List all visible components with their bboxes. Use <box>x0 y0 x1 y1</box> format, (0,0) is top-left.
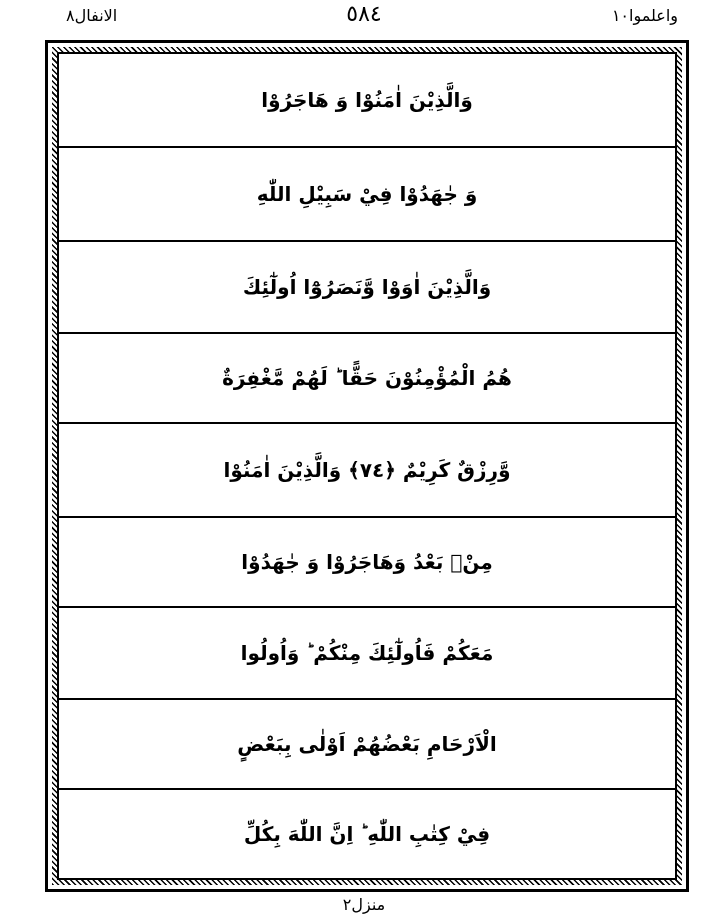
verse-line-8: الْاَرْحَامِ بَعْضُهُمْ اَوْلٰى بِبَعْضٍ <box>59 700 675 790</box>
verse-line-7: مَعَكُمْ فَاُولٰٓئِكَ مِنْكُمْ ؕ وَاُولُوا <box>59 608 675 700</box>
verse-line-9: فِيْ كِتٰبِ اللّٰهِ ؕ اِنَّ اللّٰهَ بِكُلِّ <box>243 822 491 846</box>
verse-line-3: وَالَّذِيْنَ اٰوَوْا وَّنَصَرُوْٓا اُولٰٓئِكَ <box>59 242 675 334</box>
juz-label: واعلموا١٠ <box>611 6 678 25</box>
verse-line-4: هُمُ الْمُؤْمِنُوْنَ حَقًّا ؕ لَهُمْ مَّغْفِرَةٌ <box>59 334 675 424</box>
verse-line-6: مِنْۢ بَعْدُ وَهَاجَرُوْا وَ جٰهَدُوْا <box>59 518 675 608</box>
verse-line-2: وَ جٰهَدُوْا فِيْ سَبِيْلِ اللّٰهِ <box>59 148 675 242</box>
verse-line-1: وَالَّذِيْنَ اٰمَنُوْا وَ هَاجَرُوْا <box>59 54 675 148</box>
verse-line-5: وَّرِزْقٌ كَرِيْمٌ ﴿٧٤﴾ وَالَّذِيْنَ اٰمَنُوْا <box>59 424 675 518</box>
page-number: ٥٨٤ <box>346 2 382 27</box>
surah-label: الانفال٨ <box>66 6 118 25</box>
manzil-label: منزل٢ <box>342 895 386 914</box>
text-frame <box>57 52 677 880</box>
